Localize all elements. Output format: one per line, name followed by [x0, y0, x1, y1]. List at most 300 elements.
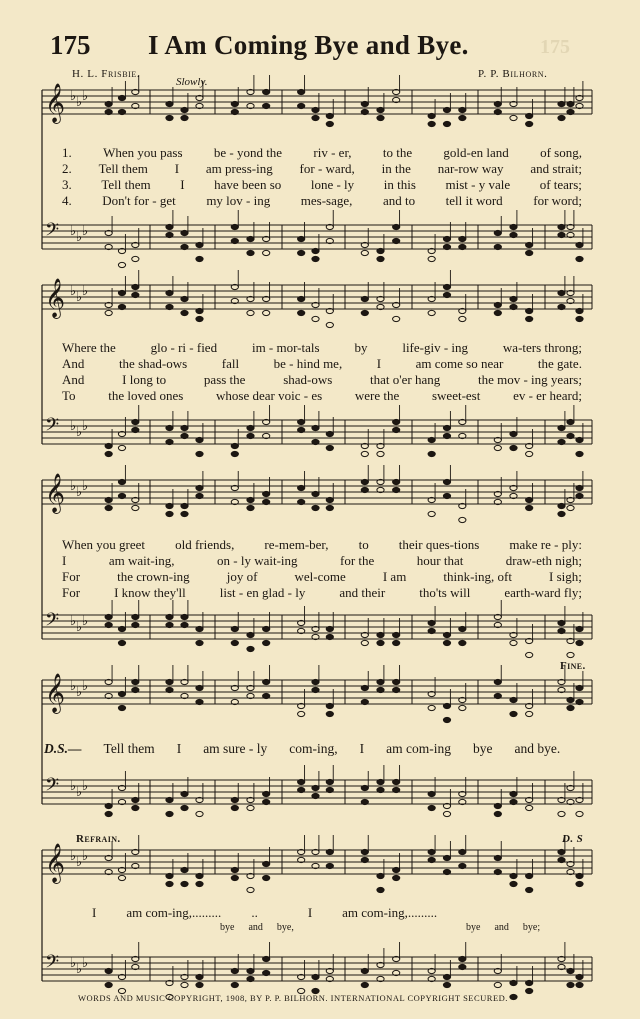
- lyric-word: tell it word: [445, 193, 503, 208]
- note-head: [166, 679, 173, 684]
- lyric-word: am sure - ly: [203, 741, 268, 756]
- note-head: [443, 479, 450, 484]
- lyric-word: 4.: [62, 193, 72, 208]
- note-head: [393, 867, 400, 872]
- note-head: [326, 863, 333, 868]
- tempo-marking: Slowly.: [176, 76, 208, 88]
- note-head: [576, 881, 583, 886]
- flat-icon: ♭: [82, 956, 89, 971]
- note-head: [361, 857, 368, 862]
- note-head: [510, 431, 517, 436]
- note-head: [247, 887, 254, 892]
- note-head: [118, 479, 125, 484]
- note-head: [393, 224, 400, 229]
- note-head: [196, 493, 203, 498]
- flat-icon: ♭: [70, 679, 77, 694]
- lyric-word: that o'er hang: [370, 372, 441, 387]
- note-head: [326, 322, 333, 327]
- note-head: [326, 711, 333, 716]
- lyric-word: and their: [339, 585, 386, 600]
- note-head: [312, 425, 319, 430]
- note-head: [494, 230, 501, 235]
- lyric-word: bye,: [276, 922, 294, 933]
- note-head: [361, 451, 368, 456]
- note-head: [558, 232, 565, 237]
- note-head: [181, 310, 188, 315]
- note-head: [361, 982, 368, 987]
- lyric-word: Tell them: [101, 177, 151, 192]
- note-head: [428, 628, 435, 633]
- lyric-word: have been so: [214, 177, 282, 192]
- note-head: [196, 308, 203, 313]
- lyric-word: tho'ts will: [419, 585, 471, 600]
- note-head: [166, 687, 173, 692]
- lyric-word: ..: [251, 905, 258, 920]
- note-head: [105, 451, 112, 456]
- note-head: [326, 445, 333, 450]
- note-head: [428, 620, 435, 625]
- note-head: [196, 316, 203, 321]
- flat-icon: ♭: [70, 956, 77, 971]
- note-head: [494, 803, 501, 808]
- note-head: [263, 791, 270, 796]
- lyric-word: my lov - ing: [206, 193, 271, 208]
- note-head: [393, 687, 400, 692]
- note-head: [526, 505, 533, 510]
- lyric-word: gold-en land: [443, 145, 509, 160]
- note-head: [459, 964, 466, 969]
- lyric-word: am come so near: [415, 356, 504, 371]
- lyric-word: wel-come: [294, 569, 346, 584]
- note-head: [428, 705, 435, 710]
- note-head: [132, 805, 139, 810]
- note-head: [231, 640, 238, 645]
- note-head: [526, 242, 533, 247]
- note-head: [443, 433, 450, 438]
- lyric-word: com-ing,: [289, 741, 338, 756]
- note-head: [132, 284, 139, 289]
- note-head: [459, 863, 466, 868]
- note-head: [361, 310, 368, 315]
- note-head: [298, 310, 305, 315]
- lyric-word: joy of: [226, 569, 258, 584]
- flat-icon: ♭: [70, 224, 77, 239]
- note-head: [247, 236, 254, 241]
- note-head: [326, 121, 333, 126]
- flat-icon: ♭: [82, 89, 89, 104]
- lyric-word: Where the: [62, 340, 116, 355]
- note-head: [428, 791, 435, 796]
- note-head: [428, 805, 435, 810]
- note-head: [459, 115, 466, 120]
- lyric-word: riv - er,: [313, 145, 352, 160]
- flat-icon: ♭: [76, 95, 83, 110]
- note-head: [298, 419, 305, 424]
- lyric-word: Tell them: [103, 741, 155, 756]
- note-head: [494, 982, 501, 987]
- verse-line: [62, 145, 582, 160]
- note-head: [166, 503, 173, 508]
- note-head: [393, 787, 400, 792]
- note-head: [326, 634, 333, 639]
- lyric-word: re-mem-ber,: [264, 537, 329, 552]
- note-head: [196, 242, 203, 247]
- note-head: [576, 626, 583, 631]
- note-head: [377, 640, 384, 645]
- lyric-word: I: [92, 905, 97, 920]
- note-head: [576, 485, 583, 490]
- lyric-word: To: [62, 388, 76, 403]
- note-head: [526, 873, 533, 878]
- note-head: [443, 982, 450, 987]
- note-head: [231, 443, 238, 448]
- note-head: [567, 968, 574, 973]
- verse-line: [62, 388, 582, 403]
- note-head: [576, 316, 583, 321]
- flat-icon: ♭: [76, 230, 83, 245]
- note-head: [196, 437, 203, 442]
- note-head: [558, 224, 565, 229]
- note-head: [132, 679, 139, 684]
- note-head: [428, 256, 435, 261]
- note-head: [361, 640, 368, 645]
- fine-marking: Fine.: [560, 660, 586, 672]
- lyric-word: hour that: [416, 553, 464, 568]
- note-head: [443, 632, 450, 637]
- note-head: [166, 439, 173, 444]
- note-head: [494, 109, 501, 114]
- note-head: [443, 121, 450, 126]
- note-head: [118, 290, 125, 295]
- note-head: [443, 855, 450, 860]
- bleed-through-number: 175: [540, 36, 570, 58]
- note-head: [326, 787, 333, 792]
- note-head: [526, 316, 533, 321]
- note-head: [231, 626, 238, 631]
- note-head: [494, 855, 501, 860]
- note-head: [166, 873, 173, 878]
- note-head: [298, 711, 305, 716]
- verse-line: [62, 193, 582, 208]
- note-head: [105, 614, 112, 619]
- note-head: [247, 968, 254, 973]
- verse-line: [62, 161, 582, 176]
- lyric-word: the mov - ing years;: [477, 372, 582, 387]
- lyric-word: be - yond the: [213, 145, 283, 160]
- note-head: [312, 439, 319, 444]
- note-head: [526, 121, 533, 126]
- note-head: [181, 115, 188, 120]
- note-head: [393, 427, 400, 432]
- flat-icon: ♭: [82, 779, 89, 794]
- note-head: [567, 419, 574, 424]
- flat-icon: ♭: [76, 855, 83, 870]
- note-head: [166, 511, 173, 516]
- note-head: [526, 652, 533, 657]
- note-head: [132, 419, 139, 424]
- verse-line: [62, 356, 582, 371]
- note-head: [298, 103, 305, 108]
- note-head: [459, 640, 466, 645]
- note-head: [494, 244, 501, 249]
- lyric-word: lone - ly: [310, 177, 355, 192]
- note-head: [443, 493, 450, 498]
- note-head: [326, 497, 333, 502]
- note-head: [263, 861, 270, 866]
- treble-clef-icon: 𝄞: [45, 673, 66, 713]
- note-head: [526, 887, 533, 892]
- flat-icon: ♭: [70, 89, 77, 104]
- note-head: [231, 982, 238, 987]
- note-head: [196, 811, 203, 816]
- flat-icon: ♭: [70, 614, 77, 629]
- note-head: [361, 968, 368, 973]
- note-head: [567, 433, 574, 438]
- note-head: [510, 640, 517, 645]
- flat-icon: ♭: [76, 425, 83, 440]
- note-head: [576, 493, 583, 498]
- note-head: [558, 304, 565, 309]
- note-head: [118, 262, 125, 267]
- lyric-word: the crown-ing: [117, 569, 190, 584]
- note-head: [377, 107, 384, 112]
- note-head: [298, 779, 305, 784]
- lyric-word: the loved ones: [108, 388, 184, 403]
- note-head: [132, 622, 139, 627]
- note-head: [263, 679, 270, 684]
- note-head: [393, 479, 400, 484]
- flat-icon: ♭: [82, 419, 89, 434]
- lyric-word: mes-sage,: [300, 193, 353, 208]
- note-head: [377, 256, 384, 261]
- verse-line: [62, 569, 582, 584]
- flat-icon: ♭: [82, 679, 89, 694]
- note-head: [428, 121, 435, 126]
- note-head: [231, 451, 238, 456]
- note-head: [558, 290, 565, 295]
- note-head: [312, 248, 319, 253]
- lyric-word: the gate.: [537, 356, 582, 371]
- note-head: [231, 875, 238, 880]
- note-head: [526, 113, 533, 118]
- lyric-word: im - mor-tals: [251, 340, 320, 355]
- note-head: [181, 230, 188, 235]
- note-head: [558, 115, 565, 120]
- note-head: [166, 224, 173, 229]
- flat-icon: ♭: [76, 685, 83, 700]
- note-head: [105, 443, 112, 448]
- note-head: [510, 799, 517, 804]
- note-head: [231, 968, 238, 973]
- note-head: [263, 875, 270, 880]
- note-head: [105, 803, 112, 808]
- note-head: [428, 857, 435, 862]
- note-head: [428, 511, 435, 516]
- verse-line: [62, 537, 582, 552]
- note-head: [298, 427, 305, 432]
- flat-icon: ♭: [70, 284, 77, 299]
- note-head: [118, 691, 125, 696]
- note-head: [132, 505, 139, 510]
- note-head: [576, 256, 583, 261]
- note-head: [263, 626, 270, 631]
- lyric-word: on - ly wait-ing: [217, 553, 298, 568]
- note-head: [166, 811, 173, 816]
- note-head: [494, 302, 501, 307]
- note-head: [443, 703, 450, 708]
- treble-clef-icon: 𝄞: [45, 473, 66, 513]
- note-head: [263, 499, 270, 504]
- author-credit: H. L. Frisbie.: [72, 68, 141, 80]
- note-head: [247, 805, 254, 810]
- note-head: [166, 101, 173, 106]
- note-head: [377, 687, 384, 692]
- note-head: [558, 101, 565, 106]
- note-head: [510, 881, 517, 886]
- system-4-lyrics: [44, 741, 560, 757]
- note-head: [298, 236, 305, 241]
- note-head: [196, 640, 203, 645]
- note-head: [377, 248, 384, 253]
- note-head: [510, 115, 517, 120]
- copyright-notice: WORDS AND MUSIC COPYRIGHT, 1908, BY P. P. BILHORN. INTERNATIONAL COPYRIGHT SECURED.: [78, 993, 508, 1003]
- note-head: [494, 445, 501, 450]
- note-head: [576, 451, 583, 456]
- lyric-word: ev - er heard;: [513, 388, 582, 403]
- lyric-word: I long to: [122, 372, 167, 387]
- lyric-word: nar-row way: [437, 161, 504, 176]
- note-head: [377, 887, 384, 892]
- lyric-word: I am: [382, 569, 407, 584]
- note-head: [105, 101, 112, 106]
- note-head: [459, 107, 466, 112]
- note-head: [459, 244, 466, 249]
- note-head: [443, 284, 450, 289]
- note-head: [576, 242, 583, 247]
- note-head: [181, 503, 188, 508]
- note-head: [132, 427, 139, 432]
- flat-icon: ♭: [82, 849, 89, 864]
- note-head: [443, 244, 450, 249]
- lyric-word: for the: [339, 553, 375, 568]
- note-head: [459, 956, 466, 961]
- lyric-word: I: [376, 356, 382, 371]
- note-head: [377, 779, 384, 784]
- flat-icon: ♭: [70, 779, 77, 794]
- note-head: [312, 679, 319, 684]
- note-head: [558, 857, 565, 862]
- note-head: [576, 873, 583, 878]
- note-head: [181, 867, 188, 872]
- note-head: [361, 487, 368, 492]
- lyric-word: Don't for - get: [102, 193, 176, 208]
- note-head: [132, 256, 139, 261]
- lyric-word: When you greet: [62, 537, 146, 552]
- lyric-word: and strait;: [530, 161, 582, 176]
- note-head: [326, 626, 333, 631]
- note-head: [576, 982, 583, 987]
- lyric-word: am com-ing,.........: [342, 905, 438, 920]
- note-head: [247, 425, 254, 430]
- note-head: [181, 425, 188, 430]
- note-head: [196, 982, 203, 987]
- note-head: [298, 787, 305, 792]
- note-head: [361, 785, 368, 790]
- note-head: [558, 620, 565, 625]
- note-head: [263, 89, 270, 94]
- note-head: [361, 699, 368, 704]
- note-head: [132, 687, 139, 692]
- note-head: [576, 699, 583, 704]
- note-head: [312, 785, 319, 790]
- note-head: [526, 711, 533, 716]
- bass-clef-icon: 𝄢: [45, 220, 60, 245]
- lyric-word: am wait-ing,: [108, 553, 175, 568]
- note-head: [459, 705, 466, 710]
- note-head: [510, 791, 517, 796]
- lyric-word: When you pass: [103, 145, 183, 160]
- note-head: [105, 622, 112, 627]
- note-head: [118, 445, 125, 450]
- lyric-word: make re - ply:: [509, 537, 582, 552]
- note-head: [312, 793, 319, 798]
- lyric-word: For: [62, 569, 81, 584]
- note-head: [443, 236, 450, 241]
- lyric-word: I know they'll: [114, 585, 186, 600]
- lyric-word: and bye.: [514, 741, 561, 756]
- note-head: [459, 316, 466, 321]
- note-head: [526, 250, 533, 255]
- lyric-word: sweet-est: [431, 388, 481, 403]
- note-head: [567, 697, 574, 702]
- lyric-word: I: [359, 741, 365, 756]
- note-head: [558, 511, 565, 516]
- treble-clef-icon: 𝄞: [45, 83, 66, 123]
- lyric-word: earth-ward fly;: [504, 585, 582, 600]
- note-head: [510, 711, 517, 716]
- note-head: [558, 628, 565, 633]
- bass-clef-icon: 𝄢: [45, 610, 60, 635]
- note-head: [247, 310, 254, 315]
- note-head: [181, 791, 188, 796]
- flat-icon: ♭: [76, 620, 83, 635]
- note-head: [312, 974, 319, 979]
- lyric-word: And: [62, 356, 85, 371]
- note-head: [526, 497, 533, 502]
- flat-icon: ♭: [82, 284, 89, 299]
- note-head: [326, 113, 333, 118]
- note-head: [132, 292, 139, 297]
- note-head: [166, 622, 173, 627]
- note-head: [298, 250, 305, 255]
- note-head: [247, 505, 254, 510]
- note-head: [326, 431, 333, 436]
- note-head: [494, 310, 501, 315]
- lyric-word: by: [354, 340, 368, 355]
- note-head: [393, 238, 400, 243]
- refrain-alto-lyrics-1: [220, 922, 294, 933]
- note-head: [231, 867, 238, 872]
- note-head: [459, 517, 466, 522]
- lyric-word: wa-ters throng;: [502, 340, 582, 355]
- note-head: [181, 805, 188, 810]
- note-head: [526, 980, 533, 985]
- note-head: [181, 433, 188, 438]
- note-head: [118, 109, 125, 114]
- note-head: [393, 487, 400, 492]
- treble-clef-icon: 𝄞: [45, 278, 66, 318]
- note-head: [377, 115, 384, 120]
